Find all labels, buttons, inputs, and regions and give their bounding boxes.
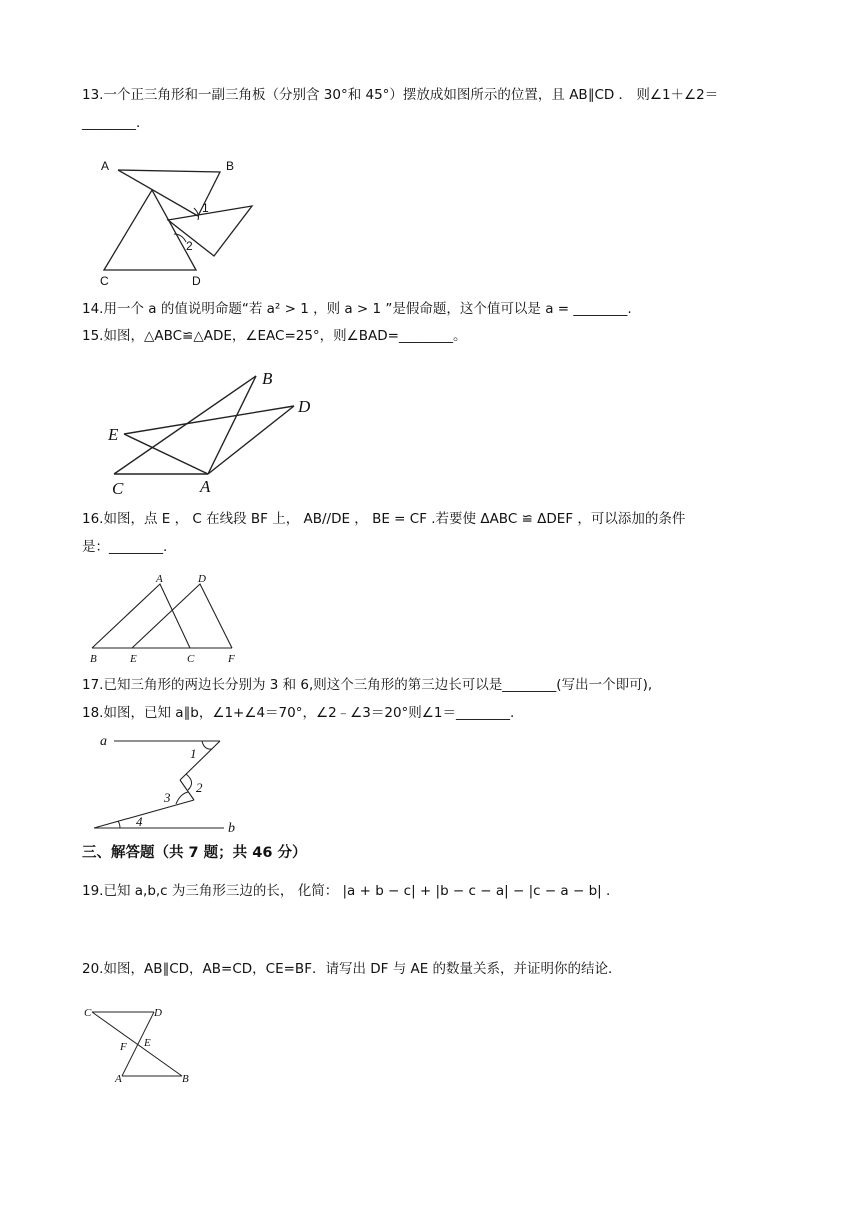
q18-label-a: a [100,734,107,749]
q13-figure [90,150,270,286]
q18-label-angle2: 2 [196,780,203,795]
q13-label-b: B [226,159,235,173]
q20-text: 20.如图，AB∥CD，AB=CD，CE=BF．请写出 DF 与 AE 的数量关系，并证明你的结论． [82,961,622,977]
q13-text-line1: 13.一个正三角形和一副三角板（分别含 30°和 45°）摆放成如图所示的位置，且 AB∥CD ． 则∠1＋∠2＝ [82,87,719,103]
q16-text-line1: 16.如图，点 E ， C 在线段 BF 上， AB//DE ， BE = CF .若要使 ΔABC ≌ ΔDEF ，可以添加的条件 [82,511,686,527]
q19-text: 19.已知 a,b,c 为三角形三边的长， 化简： |a + b − c| + |b − c − a| − |c − a − b| . [82,883,611,899]
q20-label-c: C [84,1007,92,1019]
q20-label-e: E [144,1037,151,1049]
q15-label-c: C [112,479,124,498]
q17-text: 17.已知三角形的两边长分别为 3 和 6,则这个三角形的第三边长可以是________(写出一个即可), [82,677,653,693]
q16-label-d: D [198,573,206,585]
q13-label-a: A [101,159,110,173]
q18-label-angle3: 3 [164,790,171,805]
q14-text: 14.用一个 a 的值说明命题“若 a² > 1 ，则 a > 1 ”是假命题，这个值可以是 a = ________. [82,301,632,317]
q16-figure [86,570,246,668]
q20-figure [80,998,200,1090]
q20-label-f: F [120,1041,127,1053]
q15-figure [100,362,330,500]
q20-label-b: B [182,1073,189,1085]
q18-label-b: b [228,821,235,836]
q13-label-angle2: 2 [186,239,193,253]
q15-label-d: D [298,397,311,416]
q13-text-line2: ________. [82,115,141,131]
q15-label-b: B [262,369,273,388]
q20-label-a: A [115,1073,122,1085]
q15-label-e: E [108,425,119,444]
q15-text: 15.如图，△ABC≌△ADE，∠EAC=25°，则∠BAD=________。 [82,328,467,344]
q16-label-a: A [156,573,163,585]
q16-label-c: C [187,653,195,665]
q13-label-d: D [192,274,201,286]
q18-label-angle1: 1 [190,746,197,761]
q16-text-line2: 是：________. [82,539,168,555]
q18-figure [90,730,250,836]
q16-label-e: E [130,653,137,665]
q16-label-f: F [228,653,235,665]
section3-title: 三、解答题（共 7 题；共 46 分） [82,845,307,861]
q16-label-b: B [90,653,97,665]
q13-label-angle1: 1 [202,201,209,215]
q18-text: 18.如图，已知 a∥b，∠1+∠4＝70°，∠2﹣∠3＝20°则∠1＝________. [82,705,515,721]
q18-label-angle4: 4 [136,814,143,829]
q20-label-d: D [154,1007,162,1019]
q15-label-a: A [200,477,211,496]
q13-label-c: C [100,274,109,286]
